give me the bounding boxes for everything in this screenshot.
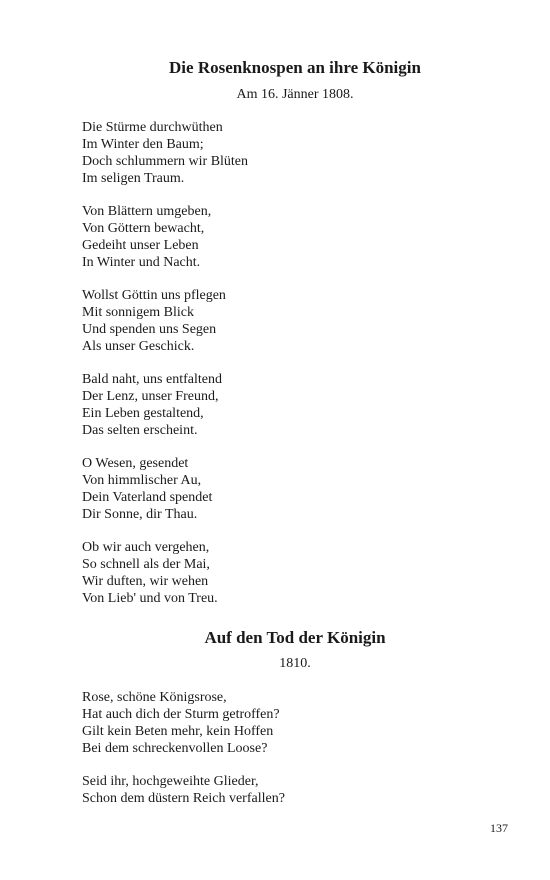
page-number: 137 [490,821,508,835]
stanza [82,689,280,757]
verse-line: In Winter und Nacht. [82,255,201,270]
stanza [82,119,248,187]
verse-line: Von Lieb' und von Treu. [82,591,218,606]
verse-line: Ein Leben gestaltend, [82,406,204,421]
verse-line: Wollst Göttin uns pflegen [82,288,226,303]
poem-title: Die Rosenknospen an ihre Königin [169,58,421,77]
verse-line: Wir duften, wir wehen [82,574,209,589]
stanza [82,455,212,523]
poem-date: 1810. [279,656,311,671]
verse-line: Die Stürme durchwüthen [82,120,223,135]
verse-line: Doch schlummern wir Blüten [82,154,249,169]
verse-line: Rose, schöne Königsrose, [82,690,227,705]
verse-line: Als unser Geschick. [82,339,195,354]
verse-line: Dein Vaterland spendet [82,490,213,505]
verse-line: Bald naht, uns entfaltend [82,372,222,387]
stanza [82,371,222,439]
stanza [82,287,226,355]
verse-line: So schnell als der Mai, [82,557,210,572]
verse-line: Und spenden uns Segen [82,322,217,337]
verse-line: Hat auch dich der Sturm getroffen? [82,707,280,722]
stanza [82,539,218,607]
verse-line: Bei dem schreckenvollen Loose? [82,741,268,756]
poem-title: Auf den Tod der Königin [204,628,386,647]
verse-line: Schon dem düstern Reich verfallen? [82,791,285,806]
verse-line: Mit sonnigem Blick [82,305,194,320]
verse-line: O Wesen, gesendet [82,456,189,471]
poem-date: Am 16. Jänner 1808. [236,87,354,102]
verse-line: Von himmlischer Au, [82,473,202,488]
verse-line: Gilt kein Beten mehr, kein Hoffen [82,724,274,739]
verse-line: Im seligen Traum. [82,171,185,186]
verse-line: Gedeiht unser Leben [82,238,199,253]
verse-line: Ob wir auch vergehen, [82,540,210,555]
verse-line: Von Göttern bewacht, [82,221,205,236]
verse-line: Dir Sonne, dir Thau. [82,507,198,522]
stanza [82,773,285,807]
verse-line: Der Lenz, unser Freund, [82,389,219,404]
verse-line: Im Winter den Baum; [82,137,204,152]
verse-line: Seid ihr, hochgeweihte Glieder, [82,774,259,789]
verse-line: Von Blättern umgeben, [82,204,212,219]
stanza [82,203,211,271]
verse-line: Das selten erscheint. [82,423,198,438]
